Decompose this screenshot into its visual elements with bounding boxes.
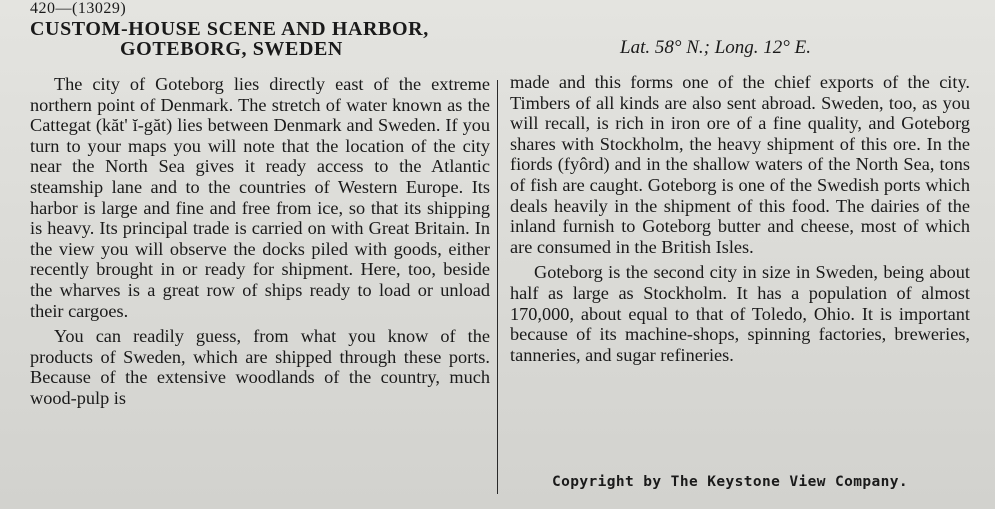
paragraph-1: The city of Goteborg lies directly east of the extreme northern point of Denmark. The stretch of water known as the Cattegat (kăt' ĭ-găt) lies between Denmark and Sweden. If you turn to your maps you will note that the location of the city near the North Sea gives it ready access to the Atlantic steamship lane and to the countries of Western Europe. Its harbor is large and fine and free from ice, so that its shipping is heavy. Its principal trade is carried on with Great Britain. In the view you will observe the docks piled with goods, either recently brought in or ready for shipment. Here, too, beside the wharves is a great row of ships ready to load or unload their cargoes. — [30, 74, 490, 321]
paragraph-3: Goteborg is the second city in size in Sweden, being about half as large as Stockholm. It has a population of almost 170,000, about equal to that of Toledo, Ohio. It is important because of its machine-shops, spinning factories, breweries, tanneries, and sugar refineries. — [510, 262, 970, 365]
card-number: 420—(13029) — [30, 0, 127, 17]
paragraph-2-continued: made and this forms one of the chief exports of the city. Timbers of all kinds are also sent abroad. Sweden, too, as you will recall, is rich in iron ore of a fine quality, and Goteborg shares with Stockholm, the heavy shipment of this ore. In the fiords (fyôrd) and in the shallow waters of the North Sea, tons of fish are caught. Goteborg is one of the Swedish ports which deals heavily in the shipment of this food. The dairies of the inland furnish to Goteborg butter and cheese, most of which are consumed in the British Isles. — [510, 72, 970, 257]
paragraph-2: You can readily guess, from what you know of the products of Sweden, which are shipped through these ports. Because of the extensive woodlands of the country, much wood-pulp is — [30, 326, 490, 408]
title-line-1: CUSTOM-HOUSE SCENE AND HARBOR, — [30, 18, 429, 40]
copyright-line: Copyright by The Keystone View Company. — [552, 474, 909, 490]
coordinates: Lat. 58° N.; Long. 12° E. — [620, 37, 811, 58]
left-column — [30, 74, 490, 409]
right-column — [510, 72, 970, 365]
column-divider — [497, 80, 498, 494]
title-line-2: GOTEBORG, SWEDEN — [120, 38, 343, 60]
